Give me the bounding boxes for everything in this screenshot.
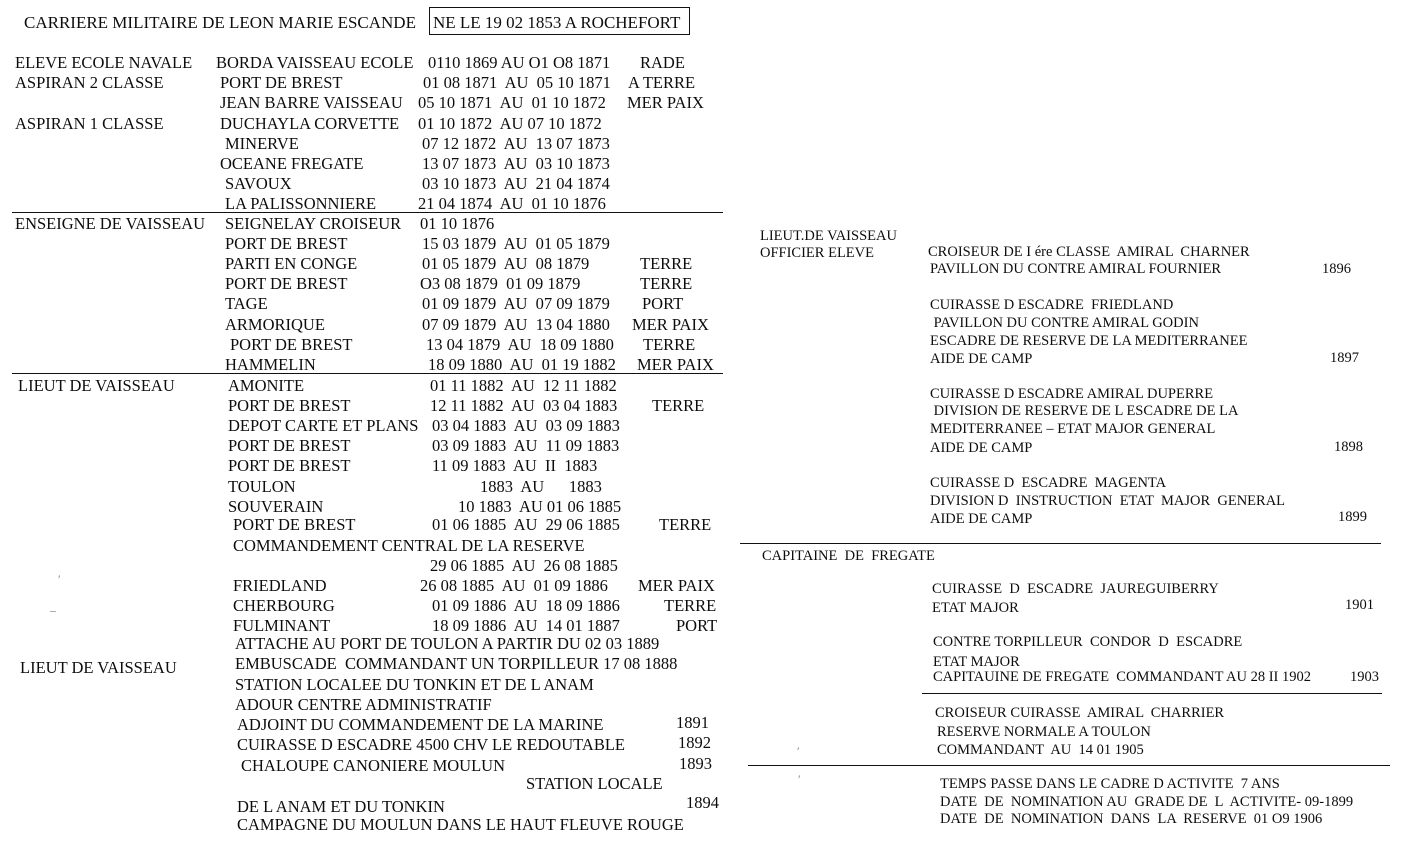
posting-place: PORT DE BREST: [225, 274, 348, 293]
posting-status: TERRE: [659, 515, 712, 534]
posting-place: DEPOT CARTE ET PLANS: [228, 416, 419, 435]
assignment-line: MEDITERRANEE – ETAT MAJOR GENERAL: [930, 421, 1216, 437]
posting-place: CHERBOURG: [233, 596, 335, 615]
summary-line: DATE DE NOMINATION AU GRADE DE L ACTIVITE- 09-1899: [940, 794, 1354, 810]
assignment-year: 1899: [1338, 509, 1367, 525]
posting-status: MER PAIX: [638, 576, 715, 595]
note-text: EMBUSCADE COMMANDANT UN TORPILLEUR 17 08 1888: [235, 654, 678, 673]
posting-status: TERRE: [664, 596, 717, 615]
posting-dates: 01 05 1879 AU 08 1879: [422, 254, 590, 273]
posting-status: MER PAIX: [632, 315, 709, 334]
scan-speck: ′: [797, 744, 800, 758]
posting-place: PORT DE BREST: [225, 234, 348, 253]
posting-status: A TERRE: [628, 73, 696, 92]
posting-place: PORT DE BREST: [228, 436, 351, 455]
assignment-line: ESCADRE DE RESERVE DE LA MEDITERRANEE: [930, 333, 1248, 349]
section-divider: [922, 693, 1382, 694]
assignment-line: CUIRASSE D ESCADRE JAUREGUIBERRY: [932, 581, 1219, 597]
posting-dates: 29 06 1885 AU 26 08 1885: [430, 556, 618, 575]
grade-label: LIEUT DE VAISSEAU: [18, 376, 175, 395]
note-text: CHALOUPE CANONIERE MOULUN: [241, 756, 505, 775]
note-text: ATTACHE AU PORT DE TOULON A PARTIR DU 02 03 1889: [235, 634, 660, 653]
posting-place: HAMMELIN: [225, 355, 316, 374]
assignment-line: CUIRASSE D ESCADRE MAGENTA: [930, 475, 1167, 491]
assignment-line: CONTRE TORPILLEUR CONDOR D ESCADRE: [933, 634, 1243, 650]
posting-status: TERRE: [640, 274, 693, 293]
posting-dates: 03 10 1873 AU 21 04 1874: [422, 174, 610, 193]
note-text: DE L ANAM ET DU TONKIN: [237, 797, 445, 816]
right-grade-label: LIEUT.DE VAISSEAU: [760, 228, 897, 244]
posting-place: PORT DE BREST: [228, 396, 351, 415]
posting-dates: 05 10 1871 AU 01 10 1872: [418, 93, 606, 112]
assignment-line: DIVISION DE RESERVE DE L ESCADRE DE LA: [930, 403, 1239, 419]
summary-line: TEMPS PASSE DANS LE CADRE D ACTIVITE 7 ANS: [940, 776, 1280, 792]
posting-place: OCEANE FREGATE: [220, 154, 364, 173]
note-year: 1893: [679, 754, 712, 773]
assignment-year: 1903: [1350, 669, 1379, 685]
posting-place: PORT DE BREST: [220, 73, 343, 92]
grade-label: ENSEIGNE DE VAISSEAU: [15, 214, 206, 233]
posting-dates: 01 10 1876: [420, 214, 495, 233]
posting-dates: 07 09 1879 AU 13 04 1880: [422, 315, 610, 334]
posting-place: SAVOUX: [225, 174, 292, 193]
grade-label: ELEVE ECOLE NAVALE: [15, 53, 193, 72]
note-text: CAMPAGNE DU MOULUN DANS LE HAUT FLEUVE ROUGE: [237, 815, 684, 834]
note-text: STATION LOCALE: [526, 774, 663, 793]
posting-place: BORDA VAISSEAU ECOLE: [216, 53, 414, 72]
posting-status: TERRE: [652, 396, 705, 415]
summary-line: DATE DE NOMINATION DANS LA RESERVE 01 O9 1906: [940, 811, 1323, 827]
posting-dates: 01 11 1882 AU 12 11 1882: [430, 376, 617, 395]
posting-status: PORT: [642, 294, 684, 313]
posting-dates: 1883 AU 1883: [480, 477, 602, 496]
posting-place: LA PALISSONNIERE: [225, 194, 377, 213]
note-text: ADJOINT DU COMMANDEMENT DE LA MARINE: [237, 715, 604, 734]
posting-dates: 01 06 1885 AU 29 06 1885: [432, 515, 620, 534]
posting-dates: 01 10 1872 AU 07 10 1872: [418, 114, 602, 133]
posting-place: PORT DE BREST: [233, 515, 356, 534]
posting-dates: 03 09 1883 AU 11 09 1883: [432, 436, 620, 455]
posting-dates: 0110 1869 AU O1 O8 1871: [428, 53, 611, 72]
note-year: 1891: [676, 713, 709, 732]
assignment-year: 1901: [1345, 597, 1374, 613]
section-divider: [12, 373, 723, 374]
posting-dates: O3 08 1879 01 09 1879: [420, 274, 581, 293]
posting-dates: 07 12 1872 AU 13 07 1873: [422, 134, 610, 153]
assignment-year: 1898: [1334, 439, 1363, 455]
posting-dates: 11 09 1883 AU II 1883: [432, 456, 598, 475]
assignment-line: COMMANDANT AU 14 01 1905: [937, 742, 1144, 758]
section-divider: [740, 543, 1381, 544]
posting-status: PORT: [676, 616, 718, 635]
posting-dates: 10 1883 AU 01 06 1885: [458, 497, 622, 516]
note-text: STATION LOCALEE DU TONKIN ET DE L ANAM: [235, 675, 594, 694]
note-year: 1894: [686, 793, 719, 812]
posting-place: PORT DE BREST: [230, 335, 353, 354]
posting-place: JEAN BARRE VAISSEAU: [220, 93, 403, 112]
birth-info: NE LE 19 02 1853 A ROCHEFORT: [433, 13, 681, 32]
posting-dates: 13 04 1879 AU 18 09 1880: [426, 335, 614, 354]
assignment-year: 1897: [1330, 350, 1359, 366]
posting-place: PORT DE BREST: [228, 456, 351, 475]
posting-dates: 13 07 1873 AU 03 10 1873: [422, 154, 610, 173]
assignment-line: AIDE DE CAMP: [930, 511, 1033, 527]
posting-dates: 26 08 1885 AU 01 09 1886: [420, 576, 608, 595]
posting-place: FULMINANT: [233, 616, 331, 635]
section-divider: [748, 765, 1390, 766]
posting-dates: 15 03 1879 AU 01 05 1879: [422, 234, 610, 253]
posting-place: PARTI EN CONGE: [225, 254, 358, 273]
posting-place: FRIEDLAND: [233, 576, 327, 595]
posting-dates: 01 09 1879 AU 07 09 1879: [422, 294, 610, 313]
assignment-line: CAPITAUINE DE FREGATE COMMANDANT AU 28 II 1902: [933, 669, 1311, 685]
posting-status: MER PAIX: [637, 355, 714, 374]
posting-dates: 03 04 1883 AU 03 09 1883: [432, 416, 620, 435]
assignment-line: ETAT MAJOR: [932, 600, 1019, 616]
posting-place: SOUVERAIN: [228, 497, 324, 516]
assignment-line: CUIRASSE D ESCADRE FRIEDLAND: [930, 297, 1174, 313]
scan-speck: ′: [798, 772, 801, 786]
posting-status: RADE: [640, 53, 685, 72]
assignment-year: 1896: [1322, 261, 1351, 277]
scan-speck: –: [50, 603, 56, 617]
page-title: CARRIERE MILITAIRE DE LEON MARIE ESCANDE: [24, 13, 416, 32]
posting-place: SEIGNELAY CROISEUR: [225, 214, 402, 233]
posting-dates: 01 08 1871 AU 05 10 1871: [423, 73, 611, 92]
note-year: 1892: [678, 733, 711, 752]
posting-place: DUCHAYLA CORVETTE: [220, 114, 400, 133]
posting-place: TOULON: [228, 477, 296, 496]
assignment-line: DIVISION D INSTRUCTION ETAT MAJOR GENERAL: [930, 493, 1286, 509]
grade-label: LIEUT DE VAISSEAU: [20, 658, 177, 677]
posting-status: MER PAIX: [627, 93, 704, 112]
grade-label: ASPIRAN 1 CLASSE: [15, 114, 164, 133]
assignment-line: CROISEUR CUIRASSE AMIRAL CHARRIER: [935, 705, 1225, 721]
assignment-line: PAVILLON DU CONTRE AMIRAL GODIN: [930, 315, 1199, 331]
grade-label: ASPIRAN 2 CLASSE: [15, 73, 164, 92]
posting-place: ARMORIQUE: [225, 315, 325, 334]
assignment-line: PAVILLON DU CONTRE AMIRAL FOURNIER: [930, 261, 1222, 277]
posting-status: TERRE: [643, 335, 696, 354]
posting-place: MINERVE: [225, 134, 299, 153]
assignment-line: AIDE DE CAMP: [930, 440, 1033, 456]
assignment-line: AIDE DE CAMP: [930, 351, 1033, 367]
assignment-line: CROISEUR DE I ére CLASSE AMIRAL CHARNER: [928, 244, 1250, 260]
note-text: ADOUR CENTRE ADMINISTRATIF: [235, 695, 492, 714]
right-grade-label: OFFICIER ELEVE: [760, 245, 874, 261]
posting-dates: 18 09 1880 AU 01 19 1882: [428, 355, 616, 374]
posting-place: TAGE: [225, 294, 268, 313]
note-text: CUIRASSE D ESCADRE 4500 CHV LE REDOUTABLE: [237, 735, 625, 754]
posting-place: COMMANDEMENT CENTRAL DE LA RESERVE: [233, 536, 585, 555]
assignment-line: CUIRASSE D ESCADRE AMIRAL DUPERRE: [930, 386, 1214, 402]
posting-status: TERRE: [640, 254, 693, 273]
posting-dates: 01 09 1886 AU 18 09 1886: [432, 596, 620, 615]
posting-dates: 18 09 1886 AU 14 01 1887: [432, 616, 620, 635]
posting-place: AMONITE: [228, 376, 305, 395]
posting-dates: 21 04 1874 AU 01 10 1876: [418, 194, 606, 213]
right-grade-label: CAPITAINE DE FREGATE: [762, 548, 935, 564]
assignment-line: ETAT MAJOR: [933, 654, 1020, 670]
posting-dates: 12 11 1882 AU 03 04 1883: [430, 396, 618, 415]
scan-speck: ′: [58, 572, 61, 586]
assignment-line: RESERVE NORMALE A TOULON: [937, 724, 1151, 740]
